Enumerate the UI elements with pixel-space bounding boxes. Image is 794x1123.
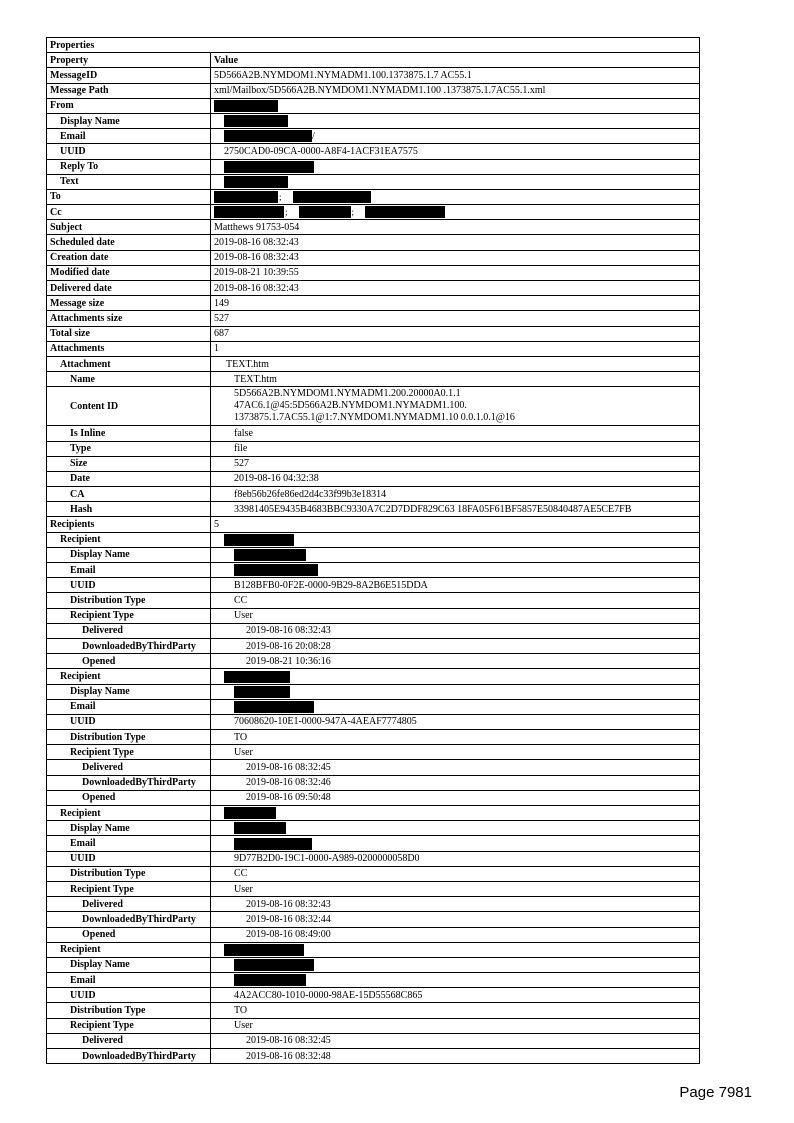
redaction-block <box>214 191 278 203</box>
property-value <box>211 113 700 128</box>
property-name: Hash <box>47 502 211 517</box>
table-row <box>47 144 700 159</box>
property-name: Date <box>47 471 211 486</box>
property-value <box>211 684 700 699</box>
page-number: Page 7981 <box>679 1084 752 1101</box>
table-row <box>47 113 700 128</box>
table-row <box>47 502 700 517</box>
property-name: Message size <box>47 296 211 311</box>
property-value: TEXT.htm <box>211 372 700 387</box>
property-name: DownloadedByThirdParty <box>47 912 211 927</box>
property-value <box>211 973 700 988</box>
property-name: Delivered date <box>47 281 211 296</box>
table-row <box>47 730 700 745</box>
redaction-block <box>214 100 278 112</box>
table-row <box>47 281 700 296</box>
property-name: Subject <box>47 220 211 235</box>
property-name: CA <box>47 487 211 502</box>
redaction-block <box>224 944 304 956</box>
redaction-block <box>234 838 312 850</box>
property-value <box>211 174 700 189</box>
property-name: Modified date <box>47 265 211 280</box>
table-row <box>47 836 700 851</box>
table-row <box>47 1033 700 1048</box>
value-line: 47AC6.1@45:5D566A2B.NYMDOM1.NYMADM1.100. <box>234 400 467 412</box>
redaction-block <box>234 564 318 576</box>
property-name: Message Path <box>47 83 211 98</box>
property-value: User <box>211 881 700 896</box>
table-row <box>47 1049 700 1064</box>
property-name: Recipient <box>47 942 211 957</box>
table-row <box>47 563 700 578</box>
table-row <box>47 851 700 866</box>
property-name: UUID <box>47 851 211 866</box>
property-name: Recipient <box>47 532 211 547</box>
table-row <box>47 988 700 1003</box>
property-name: Recipient Type <box>47 745 211 760</box>
property-value: 2019-08-16 08:32:43 <box>211 250 700 265</box>
redaction-block <box>234 822 286 834</box>
property-value <box>211 387 700 426</box>
property-value: 5D566A2B.NYMDOM1.NYMADM1.100.1373875.1.7 AC55.1 <box>211 68 700 83</box>
redaction-block <box>224 161 314 173</box>
table-row <box>47 1018 700 1033</box>
property-name: Distribution Type <box>47 730 211 745</box>
property-name: Content ID <box>47 387 211 426</box>
table-row <box>47 745 700 760</box>
property-name: Opened <box>47 790 211 805</box>
property-name: Scheduled date <box>47 235 211 250</box>
property-name: Display Name <box>47 547 211 562</box>
property-name: Display Name <box>47 113 211 128</box>
table-row <box>47 775 700 790</box>
table-row <box>47 699 700 714</box>
table-row <box>47 98 700 113</box>
property-name: Recipient <box>47 806 211 821</box>
property-value <box>211 806 700 821</box>
property-value: CC <box>211 593 700 608</box>
table-title-row <box>47 38 700 53</box>
property-value: 2019-08-16 09:50:48 <box>211 790 700 805</box>
property-name: UUID <box>47 988 211 1003</box>
property-value <box>211 98 700 113</box>
property-value <box>211 563 700 578</box>
table-row <box>47 159 700 174</box>
separator: ; <box>351 206 355 217</box>
table-row <box>47 326 700 341</box>
property-value <box>211 129 700 144</box>
redaction-block <box>224 115 288 127</box>
property-name: Creation date <box>47 250 211 265</box>
property-name: DownloadedByThirdParty <box>47 1049 211 1064</box>
redaction-block <box>234 549 306 561</box>
table-row <box>47 806 700 821</box>
table-row <box>47 897 700 912</box>
value-line: 1373875.1.7AC55.1@1:7.NYMDOM1.NYMADM1.10 0.0.1.0.1@16 <box>234 412 515 424</box>
property-value: 2750CAD0-09CA-0000-A8F4-1ACF31EA7575 <box>211 144 700 159</box>
property-value: 9D77B2D0-19C1-0000-A989-0200000058D0 <box>211 851 700 866</box>
property-name: Display Name <box>47 684 211 699</box>
table-row <box>47 372 700 387</box>
property-name: From <box>47 98 211 113</box>
property-value: 5 <box>211 517 700 532</box>
property-name: UUID <box>47 578 211 593</box>
table-title: Properties <box>47 38 700 53</box>
property-name: Recipient Type <box>47 881 211 896</box>
table-row <box>47 68 700 83</box>
property-value <box>211 699 700 714</box>
property-name: Reply To <box>47 159 211 174</box>
redaction-block <box>234 974 306 986</box>
table-row <box>47 296 700 311</box>
property-name: To <box>47 189 211 204</box>
property-name: Is Inline <box>47 426 211 441</box>
table-row <box>47 790 700 805</box>
property-name: Opened <box>47 927 211 942</box>
property-value: TO <box>211 1003 700 1018</box>
property-value: 527 <box>211 456 700 471</box>
property-value <box>211 669 700 684</box>
property-value: 4A2ACC80-1010-0000-98AE-15D55568C865 <box>211 988 700 1003</box>
property-value: 2019-08-21 10:39:55 <box>211 265 700 280</box>
property-name: Recipients <box>47 517 211 532</box>
property-value: 2019-08-16 08:32:43 <box>211 623 700 638</box>
property-value: B128BFB0-0F2E-0000-9B29-8A2B6E515DDA <box>211 578 700 593</box>
property-value: TEXT.htm <box>211 356 700 371</box>
property-name: Email <box>47 563 211 578</box>
redaction-block <box>299 206 351 218</box>
property-name: Distribution Type <box>47 1003 211 1018</box>
property-value: 2019-08-21 10:36:16 <box>211 654 700 669</box>
property-value: 2019-08-16 08:49:00 <box>211 927 700 942</box>
table-row <box>47 487 700 502</box>
property-value: 2019-08-16 20:08:28 <box>211 638 700 653</box>
property-value: 687 <box>211 326 700 341</box>
property-name: Email <box>47 973 211 988</box>
column-header-value: Value <box>211 53 700 68</box>
separator: ; <box>285 206 288 217</box>
table-row <box>47 471 700 486</box>
table-row <box>47 387 700 426</box>
property-name: MessageID <box>47 68 211 83</box>
property-name: Distribution Type <box>47 866 211 881</box>
table-row <box>47 684 700 699</box>
property-value: 1 <box>211 341 700 356</box>
property-value: 2019-08-16 08:32:48 <box>211 1049 700 1064</box>
table-row <box>47 205 700 220</box>
redaction-block <box>224 534 294 546</box>
redaction-block <box>224 130 312 142</box>
property-value <box>211 547 700 562</box>
redaction-block <box>234 959 314 971</box>
property-value: 2019-08-16 08:32:45 <box>211 760 700 775</box>
property-value <box>211 836 700 851</box>
property-name: Total size <box>47 326 211 341</box>
table-row <box>47 220 700 235</box>
property-value: 2019-08-16 08:32:44 <box>211 912 700 927</box>
table-row <box>47 235 700 250</box>
table-row <box>47 341 700 356</box>
property-name: DownloadedByThirdParty <box>47 638 211 653</box>
property-value: Matthews 91753-054 <box>211 220 700 235</box>
table-row <box>47 426 700 441</box>
property-value <box>211 205 700 220</box>
property-name: Delivered <box>47 623 211 638</box>
redaction-block <box>234 686 290 698</box>
table-row <box>47 593 700 608</box>
property-value: false <box>211 426 700 441</box>
table-row <box>47 973 700 988</box>
table-row <box>47 250 700 265</box>
table-row <box>47 174 700 189</box>
table-row <box>47 441 700 456</box>
property-value: 2019-08-16 08:32:43 <box>211 281 700 296</box>
property-name: Text <box>47 174 211 189</box>
redaction-block <box>214 206 284 218</box>
property-value <box>211 821 700 836</box>
property-name: Email <box>47 129 211 144</box>
table-row <box>47 578 700 593</box>
property-value <box>211 942 700 957</box>
property-name: Delivered <box>47 897 211 912</box>
property-name: UUID <box>47 714 211 729</box>
table-row <box>47 311 700 326</box>
property-value <box>211 532 700 547</box>
property-value: file <box>211 441 700 456</box>
table-row <box>47 866 700 881</box>
table-row <box>47 608 700 623</box>
table-row <box>47 927 700 942</box>
redaction-block <box>234 701 314 713</box>
redaction-block <box>224 807 276 819</box>
property-name: Delivered <box>47 1033 211 1048</box>
value-tail: / <box>312 130 315 142</box>
table-row <box>47 714 700 729</box>
property-name: Email <box>47 836 211 851</box>
property-name: Opened <box>47 654 211 669</box>
properties-table <box>46 37 700 1064</box>
property-value <box>211 159 700 174</box>
table-row <box>47 532 700 547</box>
property-value: 527 <box>211 311 700 326</box>
property-value: 2019-08-16 08:32:43 <box>211 897 700 912</box>
property-name: Display Name <box>47 821 211 836</box>
table-row <box>47 881 700 896</box>
table-row <box>47 654 700 669</box>
redaction-block <box>293 191 371 203</box>
property-value: 2019-08-16 04:32:38 <box>211 471 700 486</box>
table-row <box>47 83 700 98</box>
property-value <box>211 957 700 972</box>
property-value: User <box>211 608 700 623</box>
property-value: 2019-08-16 08:32:45 <box>211 1033 700 1048</box>
property-name: DownloadedByThirdParty <box>47 775 211 790</box>
table-row <box>47 623 700 638</box>
property-value: 2019-08-16 08:32:43 <box>211 235 700 250</box>
table-row <box>47 456 700 471</box>
property-name: Attachment <box>47 356 211 371</box>
property-name: Display Name <box>47 957 211 972</box>
property-name: Size <box>47 456 211 471</box>
property-value: f8eb56b26fe86ed2d4c33f99b3e18314 <box>211 487 700 502</box>
table-header-row <box>47 53 700 68</box>
table-row <box>47 957 700 972</box>
table-row <box>47 129 700 144</box>
property-value: User <box>211 1018 700 1033</box>
property-value <box>211 189 700 204</box>
table-row <box>47 669 700 684</box>
property-name: Delivered <box>47 760 211 775</box>
property-value: 33981405E9435B4683BBC9330A7C2D7DDF829C63 18FA05F61BF5857E50840487AE5CE7FB <box>211 502 700 517</box>
table-row <box>47 638 700 653</box>
table-row <box>47 760 700 775</box>
property-value: 2019-08-16 08:32:46 <box>211 775 700 790</box>
property-name: Recipient <box>47 669 211 684</box>
table-row <box>47 265 700 280</box>
redaction-block <box>365 206 445 218</box>
property-name: Distribution Type <box>47 593 211 608</box>
property-value: User <box>211 745 700 760</box>
table-row <box>47 1003 700 1018</box>
property-value: xml/Mailbox/5D566A2B.NYMDOM1.NYMADM1.100 .1373875.1.7AC55.1.xml <box>211 83 700 98</box>
property-name: Attachments size <box>47 311 211 326</box>
value-line: 5D566A2B.NYMDOM1.NYMADM1.200.20000A0.1.1 <box>234 388 461 400</box>
property-name: Recipient Type <box>47 608 211 623</box>
table-row <box>47 942 700 957</box>
property-name: UUID <box>47 144 211 159</box>
table-row <box>47 821 700 836</box>
property-value: TO <box>211 730 700 745</box>
property-name: Attachments <box>47 341 211 356</box>
redaction-block <box>224 671 290 683</box>
table-row <box>47 912 700 927</box>
property-name: Type <box>47 441 211 456</box>
property-value: 70608620-10E1-0000-947A-4AEAF7774805 <box>211 714 700 729</box>
redaction-block <box>224 176 288 188</box>
property-value: 149 <box>211 296 700 311</box>
table-row <box>47 189 700 204</box>
table-row <box>47 547 700 562</box>
properties-table-body <box>47 38 700 1064</box>
column-header-property: Property <box>47 53 211 68</box>
separator: ; <box>279 191 282 202</box>
table-row <box>47 356 700 371</box>
property-name: Name <box>47 372 211 387</box>
property-name: Cc <box>47 205 211 220</box>
property-name: Recipient Type <box>47 1018 211 1033</box>
table-row <box>47 517 700 532</box>
property-name: Email <box>47 699 211 714</box>
property-value: CC <box>211 866 700 881</box>
